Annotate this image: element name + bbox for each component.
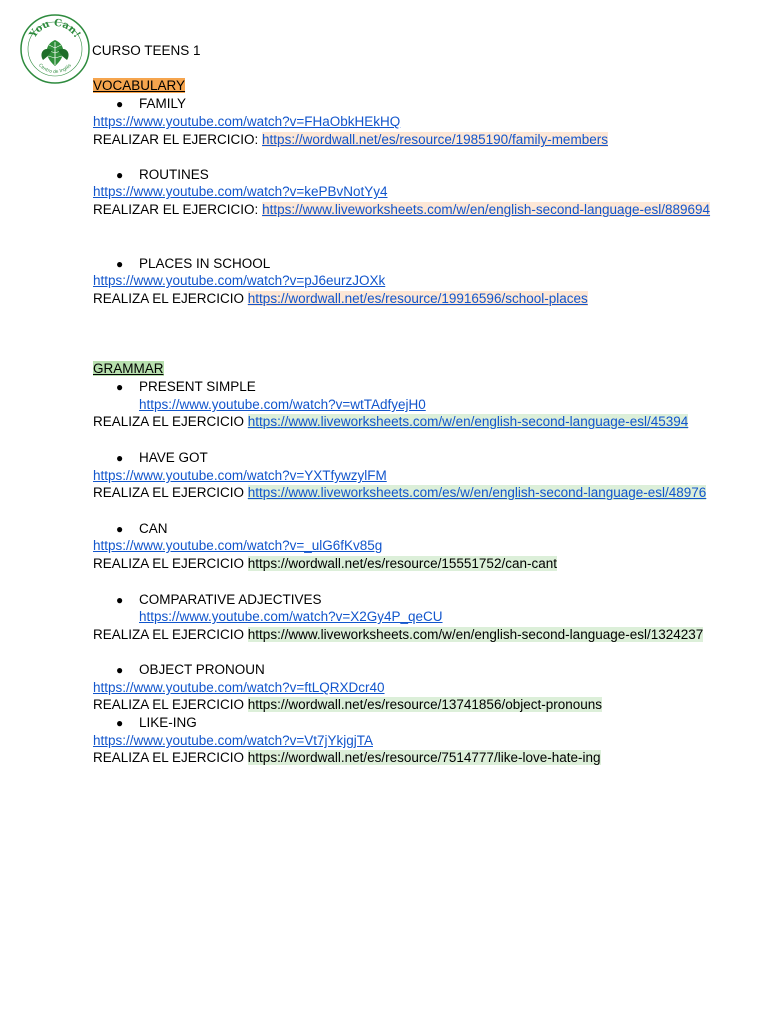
exercise-link-have-got[interactable]: https://www.liveworksheets.com/es/w/en/english-second-language-esl/48976	[247, 485, 707, 500]
video-link-places[interactable]: https://www.youtube.com/watch?v=pJ6eurzJOXk	[93, 273, 386, 288]
topic-family: FAMILY	[139, 96, 187, 111]
exercise-line-have-got: REALIZA EL EJERCICIO https://www.liveworksheets.com/es/w/en/english-second-language-esl/48976	[93, 485, 707, 500]
exercise-line-present-simple: REALIZA EL EJERCICIO https://www.liveworksheets.com/w/en/english-second-language-esl/45394	[93, 414, 689, 429]
exercise-line-comparative: REALIZA EL EJERCICIO https://www.liveworksheets.com/w/en/english-second-language-esl/1324237	[93, 627, 704, 642]
school-logo	[18, 14, 92, 84]
exercise-line-routines: REALIZAR EL EJERCICIO: https://www.liveworksheets.com/w/en/english-second-language-esl/889694	[93, 202, 711, 217]
svg-text:Centro de Inglés: Centro de Inglés	[37, 63, 73, 76]
exercise-link-family[interactable]: https://wordwall.net/es/resource/1985190/family-members	[262, 132, 608, 147]
video-link-object-pronoun[interactable]: https://www.youtube.com/watch?v=ftLQRXDcr40	[93, 680, 385, 695]
topic-comparative-adjectives: COMPARATIVE ADJECTIVES	[139, 592, 322, 607]
exercise-line-places: REALIZA EL EJERCICIO https://wordwall.net/es/resource/19916596/school-places	[93, 291, 588, 306]
topic-places-in-school: PLACES IN SCHOOL	[139, 256, 271, 271]
exercise-line-can: REALIZA EL EJERCICIO https://wordwall.net/es/resource/15551752/can-cant	[93, 556, 557, 571]
exercise-text-like-ing: https://wordwall.net/es/resource/7514777/like-love-hate-ing	[247, 750, 601, 765]
exercise-text-comparative: https://www.liveworksheets.com/w/en/english-second-language-esl/1324237	[247, 627, 704, 642]
exercise-line-family: REALIZAR EL EJERCICIO: https://wordwall.net/es/resource/1985190/family-members	[93, 132, 608, 147]
exercise-link-places[interactable]: https://wordwall.net/es/resource/19916596/school-places	[247, 291, 588, 306]
bullet-icon: ●	[116, 522, 124, 536]
page-title: CURSO TEENS 1	[92, 43, 201, 58]
video-link-have-got[interactable]: https://www.youtube.com/watch?v=YXTfywzylFM	[93, 468, 387, 483]
video-link-comparative[interactable]: https://www.youtube.com/watch?v=X2Gy4P_qeCU	[139, 609, 443, 624]
section-heading-vocabulary: VOCABULARY	[93, 78, 186, 93]
bullet-icon: ●	[116, 380, 124, 394]
exercise-line-object-pronoun: REALIZA EL EJERCICIO https://wordwall.net/es/resource/13741856/object-pronouns	[93, 697, 603, 712]
exercise-text-object-pronoun: https://wordwall.net/es/resource/13741856/object-pronouns	[247, 697, 603, 712]
video-link-present-simple[interactable]: https://www.youtube.com/watch?v=wtTAdfyejH0	[139, 397, 426, 412]
topic-routines: ROUTINES	[139, 167, 209, 182]
svg-text:You Can!: You Can!	[27, 17, 83, 41]
topic-can: CAN	[139, 521, 168, 536]
bullet-icon: ●	[116, 97, 124, 111]
video-link-family[interactable]: https://www.youtube.com/watch?v=FHaObkHEkHQ	[93, 114, 401, 129]
bullet-icon: ●	[116, 451, 124, 465]
video-link-can[interactable]: https://www.youtube.com/watch?v=_ulG6fKv85g	[93, 538, 383, 553]
exercise-link-routines[interactable]: https://www.liveworksheets.com/w/en/english-second-language-esl/889694	[262, 202, 711, 217]
exercise-link-present-simple[interactable]: https://www.liveworksheets.com/w/en/english-second-language-esl/45394	[247, 414, 689, 429]
video-link-like-ing[interactable]: https://www.youtube.com/watch?v=Vt7jYkjgjTA	[93, 733, 373, 748]
bullet-icon: ●	[116, 593, 124, 607]
exercise-line-like-ing: REALIZA EL EJERCICIO https://wordwall.net/es/resource/7514777/like-love-hate-ing	[93, 750, 601, 765]
bullet-icon: ●	[116, 168, 124, 182]
topic-have-got: HAVE GOT	[139, 450, 208, 465]
bullet-icon: ●	[116, 257, 124, 271]
topic-present-simple: PRESENT SIMPLE	[139, 379, 256, 394]
exercise-text-can: https://wordwall.net/es/resource/15551752/can-cant	[247, 556, 557, 571]
bullet-icon: ●	[116, 716, 124, 730]
topic-object-pronoun: OBJECT PRONOUN	[139, 662, 265, 677]
section-heading-grammar: GRAMMAR	[93, 361, 164, 376]
video-link-routines[interactable]: https://www.youtube.com/watch?v=kePBvNotYy4	[93, 184, 388, 199]
bullet-icon: ●	[116, 663, 124, 677]
topic-like-ing: LIKE-ING	[139, 715, 197, 730]
